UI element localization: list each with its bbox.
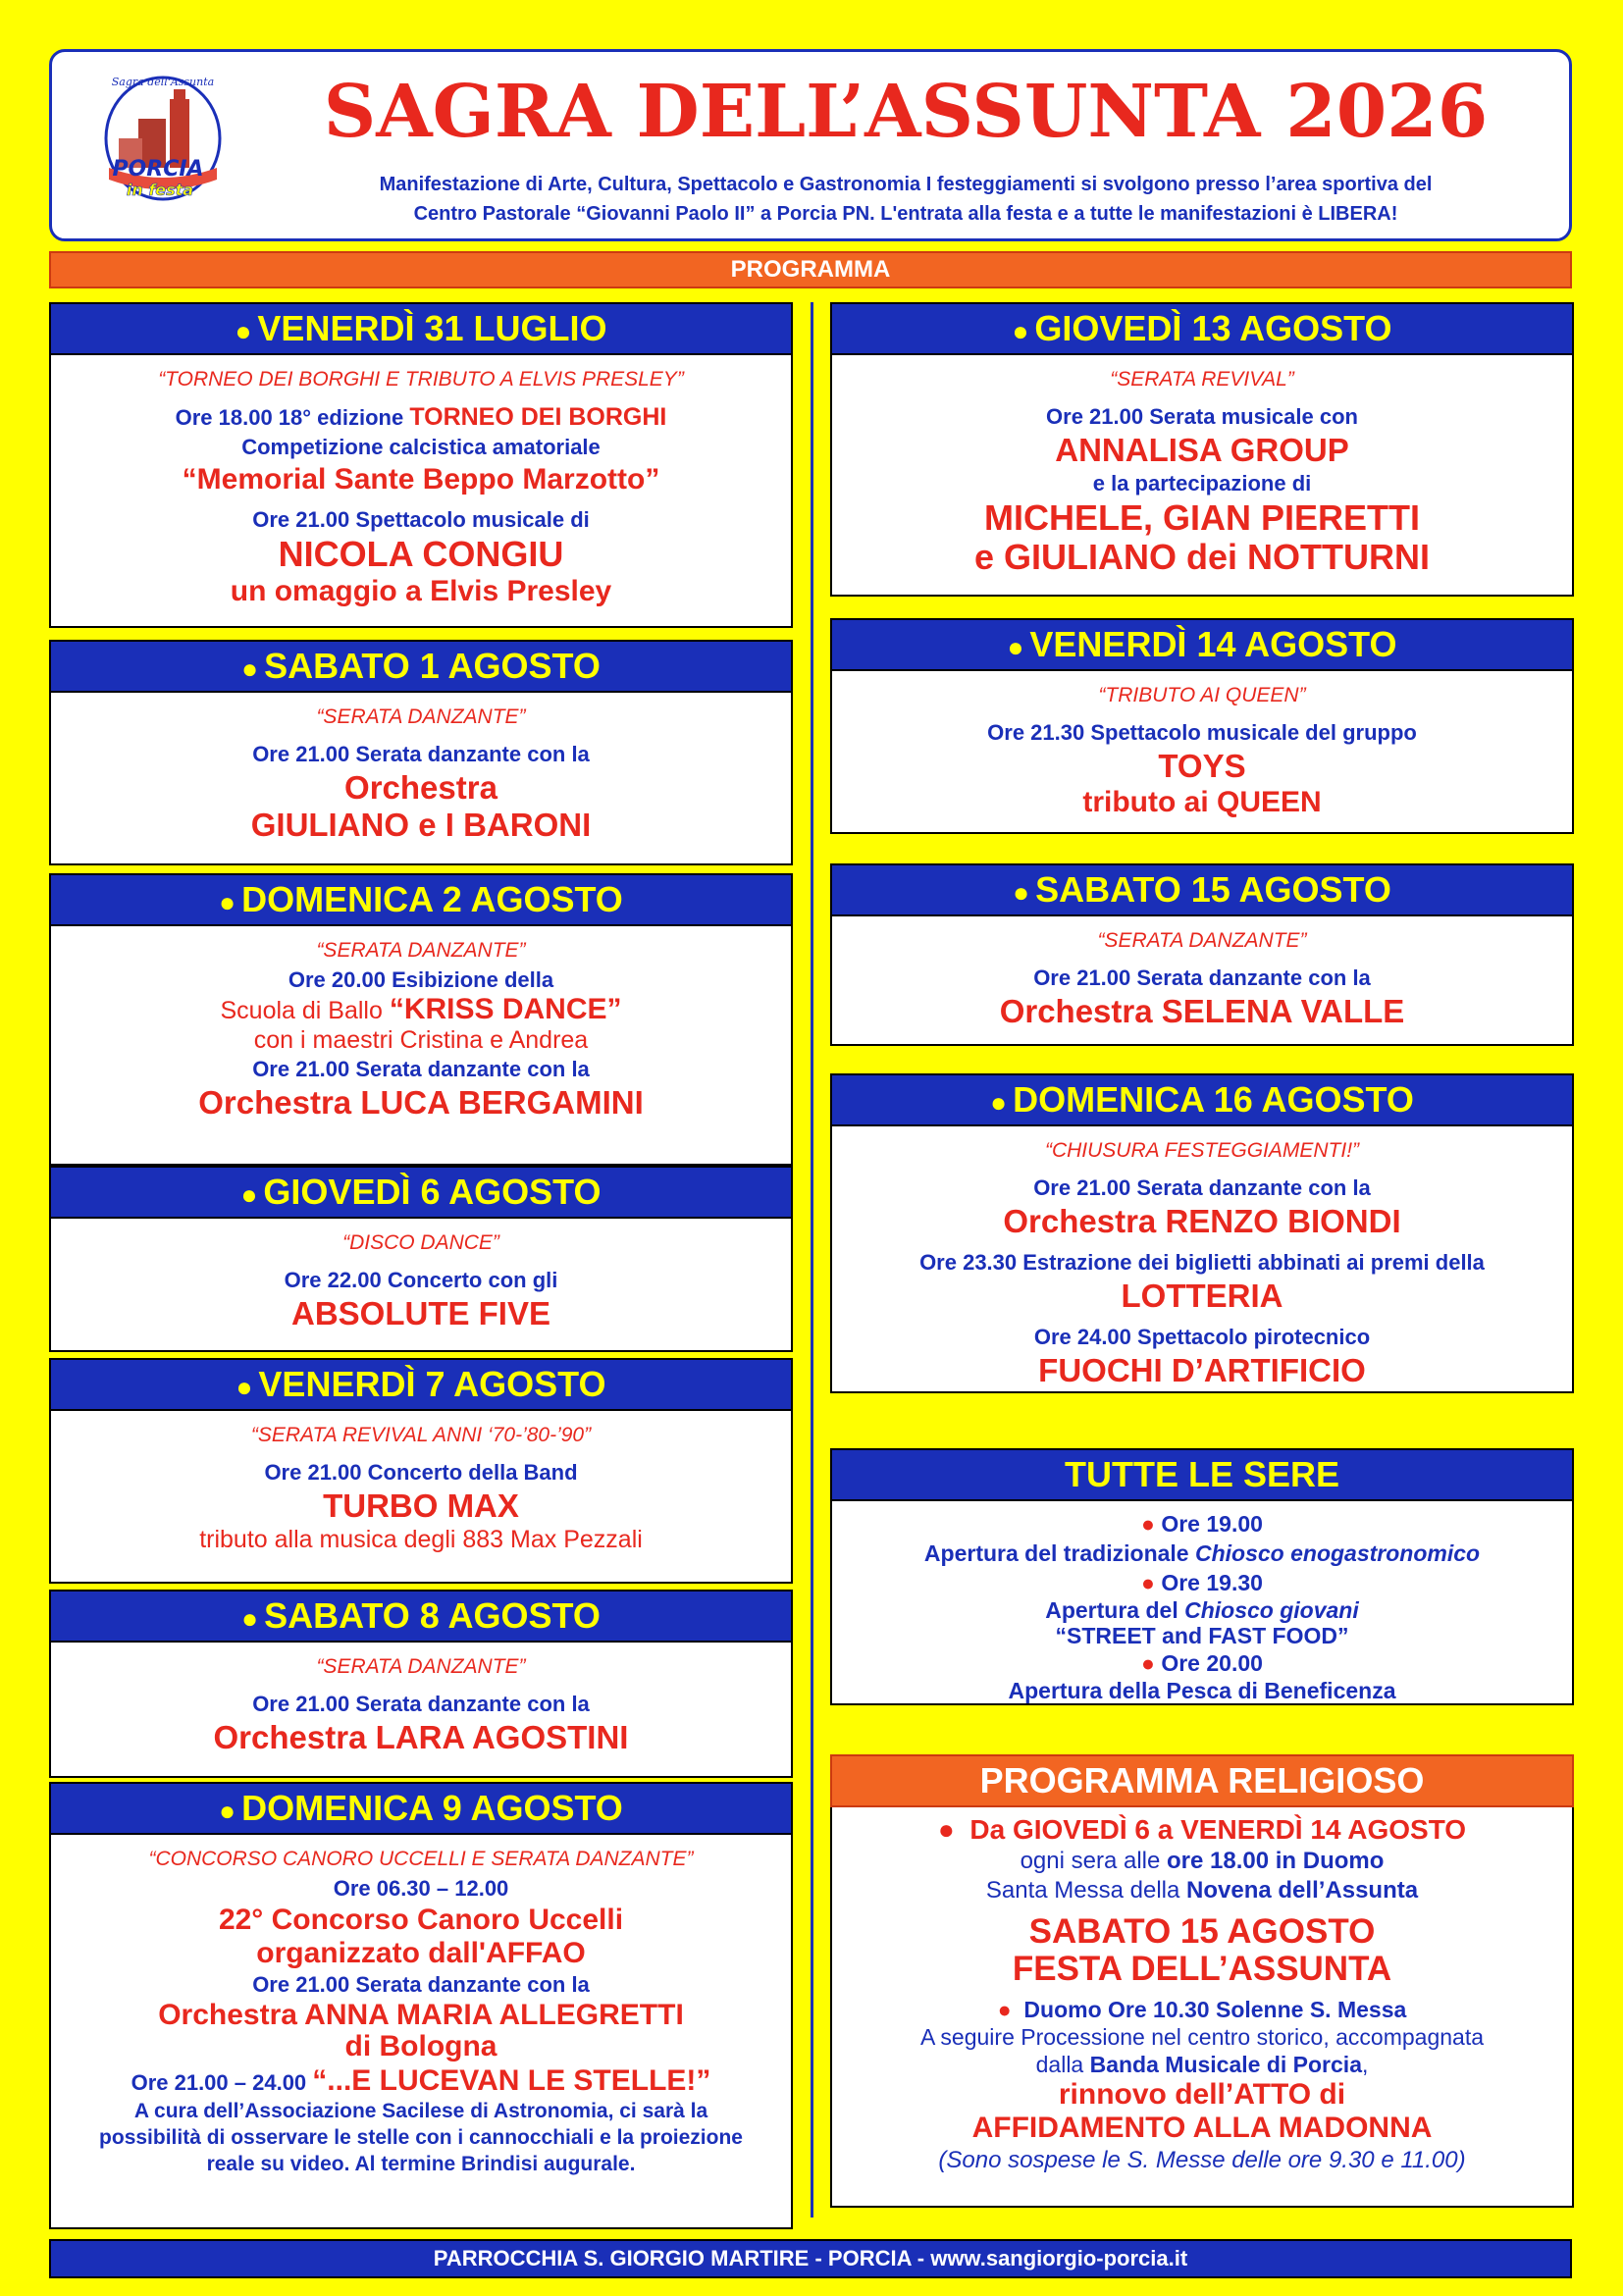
bullet-icon: ●: [1141, 1511, 1155, 1537]
event-theme: “CONCORSO CANORO UCCELLI E SERATA DANZANTE”: [148, 1848, 694, 1870]
logo-text-porcia: PORCIA: [112, 157, 204, 182]
rel-highlight: rinnovo dell’ATTO di: [1058, 2078, 1346, 2111]
event-domenica-16: [830, 1073, 1574, 1393]
event-body: [49, 1219, 793, 1352]
bullet-icon: ●: [937, 1814, 955, 1845]
event-sabato-8: [49, 1590, 793, 1778]
bullet-icon: ●: [240, 1179, 258, 1210]
event-giovedi-6: [49, 1166, 793, 1352]
event-highlight: Orchestra LARA AGOSTINI: [213, 1719, 629, 1755]
section-body: [830, 1807, 1574, 2208]
event-line: Ore 06.30 – 12.00: [333, 1876, 509, 1901]
bullet-icon: ●: [1013, 877, 1030, 908]
event-theme: “SERATA DANZANTE”: [1097, 929, 1307, 952]
event-highlight: NICOLA CONGIU: [278, 534, 564, 574]
event-highlight: tributo ai QUEEN: [1082, 786, 1322, 818]
event-theme: “SERATA DANZANTE”: [316, 1655, 526, 1678]
desc-line: Apertura del Chiosco giovani: [1045, 1597, 1359, 1623]
time-line: ● Ore 19.00: [1141, 1511, 1263, 1537]
event-venerdi-14: [830, 618, 1574, 834]
bullet-icon: ●: [219, 887, 236, 917]
event-line: Ore 23.30 Estrazione dei biglietti abbinati ai premi della: [919, 1250, 1485, 1275]
event-highlight: GIULIANO e I BARONI: [250, 807, 592, 843]
event-line: e la partecipazione di: [1092, 471, 1312, 496]
event-title: ● VENERDÌ 7 AGOSTO: [49, 1358, 793, 1411]
event-highlight: Orchestra ANNA MARIA ALLEGRETTI: [158, 1999, 684, 2031]
event-highlight: LOTTERIA: [1121, 1278, 1283, 1314]
event-highlight: ABSOLUTE FIVE: [290, 1295, 551, 1331]
event-highlight: 22° Concorso Canoro Uccelli: [218, 1904, 624, 1936]
event-line: Ore 21.00 Serata danzante con la: [252, 742, 590, 766]
event-highlight: Orchestra: [344, 769, 497, 806]
event-title: ● VENERDÌ 31 LUGLIO: [49, 302, 793, 355]
event-line: Ore 21.30 Spettacolo musicale del gruppo: [987, 720, 1417, 745]
event-giovedi-13: [830, 302, 1574, 597]
event-highlight: e GIULIANO dei NOTTURNI: [973, 537, 1430, 577]
event-highlight: organizzato dall'AFFAO: [256, 1937, 586, 1969]
event-line: con i maestri Cristina e Andrea: [253, 1026, 589, 1054]
event-venerdi-7: [49, 1358, 793, 1584]
event-highlight: FUOCHI D’ARTIFICIO: [1038, 1352, 1366, 1388]
desc-line: Apertura del tradizionale Chiosco enogastronomico: [923, 1540, 1481, 1566]
event-line: Ore 20.00 Esibizione della: [288, 967, 554, 992]
rel-line: A seguire Processione nel centro storico, accompagnata: [919, 2024, 1485, 2050]
event-line: reale su video. Al termine Brindisi augurale.: [206, 2153, 636, 2175]
event-body: [830, 1126, 1574, 1393]
event-theme: “TORNEO DEI BORGHI E TRIBUTO A ELVIS PRESLEY”: [158, 368, 684, 391]
event-highlight: MICHELE, GIAN PIERETTI: [983, 497, 1421, 538]
event-theme: “SERATA REVIVAL”: [1110, 368, 1294, 391]
bullet-icon: ●: [236, 1372, 253, 1402]
event-line: possibilità di osservare le stelle con i cannocchiali e la proiezione: [99, 2126, 743, 2149]
event-theme: “CHIUSURA FESTEGGIAMENTI!”: [1044, 1139, 1360, 1162]
event-theme: “SERATA DANZANTE”: [316, 705, 526, 728]
bullet-icon: ●: [241, 653, 259, 684]
tutte-le-sere: [830, 1448, 1574, 1705]
event-highlight: di Bologna: [344, 2030, 497, 2062]
section-title: PROGRAMMA RELIGIOSO: [830, 1754, 1574, 1807]
event-title: ● DOMENICA 2 AGOSTO: [49, 873, 793, 926]
event-title: ● VENERDÌ 14 AGOSTO: [830, 618, 1574, 671]
event-body: [830, 916, 1574, 1046]
event-title: ● DOMENICA 9 AGOSTO: [49, 1782, 793, 1835]
event-line: A cura dell’Associazione Sacilese di Astronomia, ci sarà la: [133, 2100, 708, 2122]
event-body: [49, 1643, 793, 1778]
event-body: [49, 355, 793, 628]
rel-highlight: SABATO 15 AGOSTO: [1028, 1912, 1376, 1951]
event-theme: “DISCO DANCE”: [342, 1231, 499, 1254]
event-line: Ore 21.00 Serata danzante con la: [252, 1692, 590, 1716]
bullet-icon: ●: [1141, 1570, 1155, 1595]
event-line: Ore 21.00 Serata danzante con la: [252, 1057, 590, 1081]
event-title: ● SABATO 15 AGOSTO: [830, 863, 1574, 916]
bullet-icon: ●: [241, 1603, 259, 1634]
rel-line: Santa Messa della Novena dell’Assunta: [985, 1877, 1419, 1904]
event-title: ● GIOVEDÌ 6 AGOSTO: [49, 1166, 793, 1219]
time-line: ● Ore 19.30: [1141, 1570, 1263, 1595]
event-line: Ore 21.00 Serata danzante con la: [252, 1972, 590, 1997]
page-title: SAGRA DELL’ASSUNTA 2026: [323, 70, 1489, 154]
event-line: Ore 21.00 Serata musicale con: [1046, 404, 1358, 429]
event-highlight: Orchestra LUCA BERGAMINI: [198, 1084, 644, 1121]
event-theme: “SERATA DANZANTE”: [316, 939, 526, 962]
event-title: ● SABATO 8 AGOSTO: [49, 1590, 793, 1643]
event-title: ● GIOVEDÌ 13 AGOSTO: [830, 302, 1574, 355]
subtitle-line-2: Centro Pastorale “Giovanni Paolo II” a Porcia PN. L'entrata alla festa e a tutte le manifestazioni è LIBERA!: [413, 203, 1398, 225]
event-line: Ore 21.00 Serata danzante con la: [1033, 1175, 1371, 1200]
event-title: ● SABATO 1 AGOSTO: [49, 640, 793, 693]
event-highlight: TOYS: [1158, 748, 1246, 784]
event-line: Scuola di Ballo “KRISS DANCE”: [220, 993, 622, 1025]
column-divider: [811, 302, 813, 2218]
event-line: Ore 21.00 Spettacolo musicale di: [252, 507, 590, 532]
event-body: [830, 671, 1574, 834]
rel-note: (Sono sospese le S. Messe delle ore 9.30 e 11.00): [938, 2147, 1466, 2173]
event-title: ● DOMENICA 16 AGOSTO: [830, 1073, 1574, 1126]
event-body: [49, 1411, 793, 1584]
logo-text-infesta: in festa: [126, 181, 194, 199]
rel-line: ● Duomo Ore 10.30 Solenne S. Messa: [997, 1997, 1407, 2022]
page-subtitle: [248, 170, 1563, 229]
section-body: [830, 1501, 1574, 1705]
footer-bar: PARROCCHIA S. GIORGIO MARTIRE - PORCIA - www.sangiorgio-porcia.it: [49, 2239, 1572, 2278]
rel-line: ● Da GIOVEDÌ 6 a VENERDÌ 14 AGOSTO: [937, 1814, 1467, 1845]
event-body: [49, 1835, 793, 2229]
event-highlight: un omaggio a Elvis Presley: [230, 575, 612, 607]
event-venerdi-31: [49, 302, 793, 628]
event-sabato-15: [830, 863, 1574, 1046]
event-domenica-2: [49, 873, 793, 1166]
event-body: [49, 926, 793, 1166]
event-line: Ore 21.00 – 24.00 “...E LUCEVAN LE STELLE!”: [131, 2064, 711, 2097]
event-line: Ore 21.00 Serata danzante con la: [1033, 965, 1371, 990]
time-line: ● Ore 20.00: [1141, 1650, 1263, 1676]
bullet-icon: ●: [997, 1997, 1012, 2022]
bullet-icon: ●: [219, 1796, 236, 1826]
rel-line: ogni sera alle ore 18.00 in Duomo: [1020, 1848, 1385, 1874]
desc-line: “STREET and FAST FOOD”: [1055, 1623, 1349, 1648]
event-highlight: TURBO MAX: [323, 1487, 519, 1524]
programma-religioso: [830, 1754, 1574, 2208]
programma-bar: PROGRAMMA: [49, 251, 1572, 288]
event-line: Competizione calcistica amatoriale: [241, 435, 601, 459]
event-highlight: Orchestra RENZO BIONDI: [1003, 1203, 1401, 1239]
bullet-icon: ●: [235, 316, 252, 346]
bullet-icon: ●: [990, 1087, 1008, 1118]
event-body: [830, 355, 1574, 597]
event-highlight: ANNALISA GROUP: [1055, 432, 1349, 468]
event-line: Ore 22.00 Concerto con gli: [284, 1268, 558, 1292]
rel-highlight: AFFIDAMENTO ALLA MADONNA: [971, 2112, 1433, 2144]
logo-text-top: Sagra dell'Assunta: [111, 76, 215, 88]
event-line: Ore 21.00 Concerto della Band: [264, 1460, 578, 1485]
rel-line: dalla Banda Musicale di Porcia,: [1035, 2052, 1369, 2077]
event-line: Ore 18.00 18° edizione TORNEO DEI BORGHI: [175, 403, 667, 431]
event-highlight: Orchestra SELENA VALLE: [999, 993, 1405, 1029]
event-line: Ore 24.00 Spettacolo pirotecnico: [1033, 1325, 1371, 1349]
event-line: tributo alla musica degli 883 Max Pezzali: [199, 1526, 643, 1553]
rel-highlight: FESTA DELL’ASSUNTA: [1012, 1950, 1392, 1988]
event-theme: “SERATA REVIVAL ANNI ‘70-’80-’90”: [250, 1424, 592, 1446]
bullet-icon: ●: [1141, 1650, 1155, 1676]
event-body: [49, 693, 793, 865]
sagra-logo: [99, 70, 227, 217]
section-title: TUTTE LE SERE: [830, 1448, 1574, 1501]
event-domenica-9: [49, 1782, 793, 2229]
header-box: [49, 49, 1572, 241]
event-highlight: “Memorial Sante Beppo Marzotto”: [182, 463, 660, 496]
desc-line: Apertura della Pesca di Beneficenza: [1008, 1678, 1396, 1703]
event-sabato-1: [49, 640, 793, 865]
bullet-icon: ●: [1007, 632, 1024, 662]
event-theme: “TRIBUTO AI QUEEN”: [1098, 684, 1306, 706]
subtitle-line-1: Manifestazione di Arte, Cultura, Spettacolo e Gastronomia I festeggiamenti si svolgono presso l’area sportiva del: [379, 174, 1433, 195]
bullet-icon: ●: [1012, 316, 1029, 346]
